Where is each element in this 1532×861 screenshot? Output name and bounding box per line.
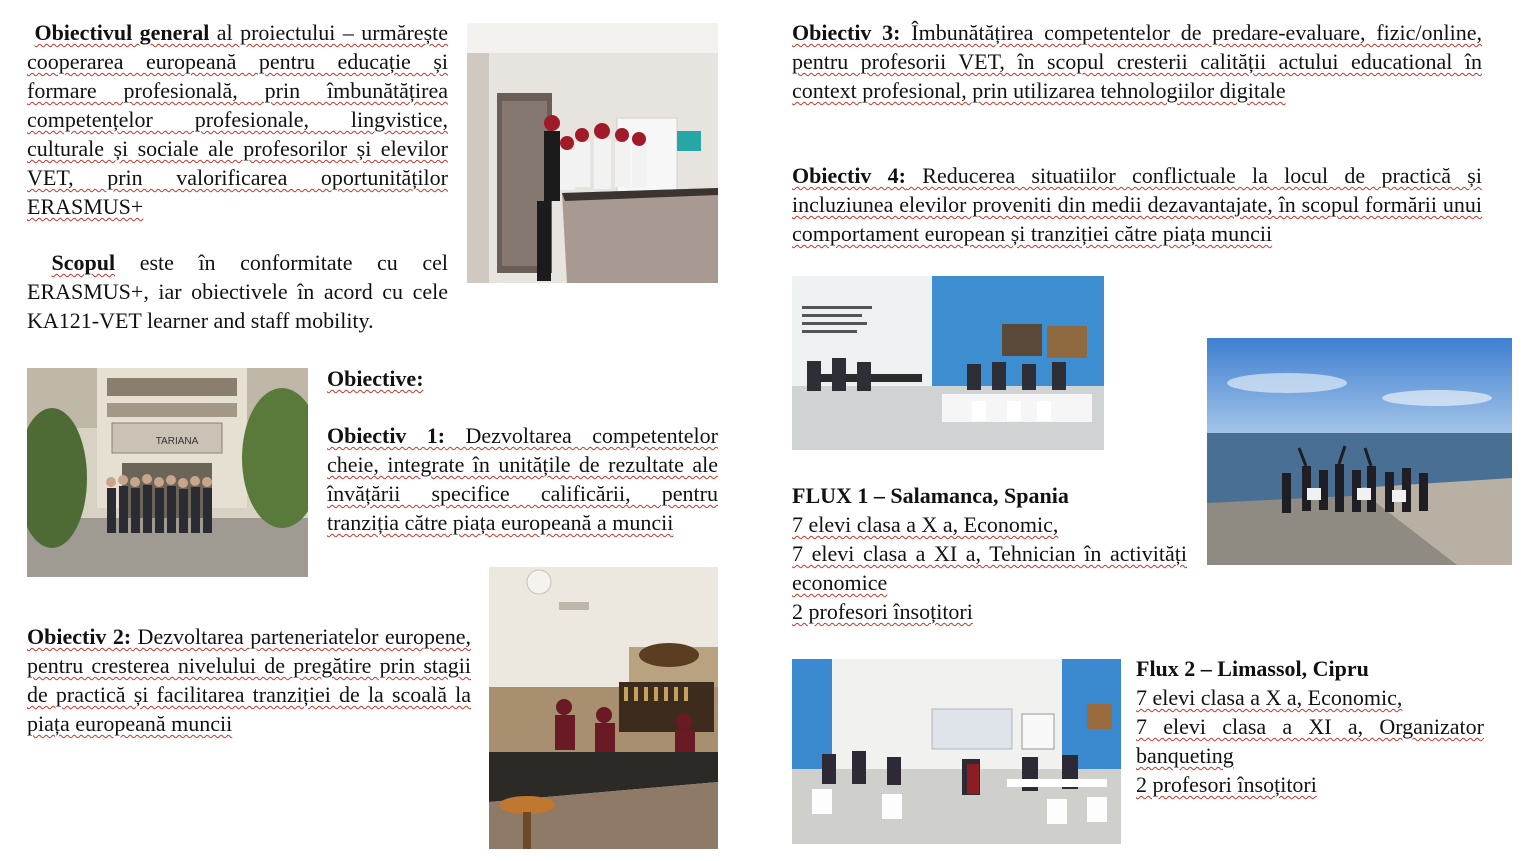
- flux-1-block: [792, 481, 1187, 626]
- objective-4-label: Obiectiv 4:: [792, 163, 907, 188]
- general-objective-text: al proiectului – urmărește cooperarea europeană pentru educație și formare profesională, prin îmbunătățirea competențelor profesionale, lingvistice, culturale și sociale ale profesorilor și elevilor VET, prin valorificarea oportunităților ERASMUS+: [27, 20, 449, 219]
- objective-3-text: Îmbunătățirea competentelor de predare-evaluare, fizic/online, pentru profesorii VET, în scopul cresterii calității actului educational în context profesional, prin utilizarea tehnologiilor digitale: [792, 20, 1482, 103]
- flux-2-line: 7 elevi clasa a X a, Economic,: [1136, 685, 1403, 710]
- general-objective-label: Obiectivul general: [34, 20, 210, 45]
- flux-1-title: FLUX 1 – Salamanca, Spania: [792, 483, 1069, 508]
- scope-label: Scopul: [51, 250, 116, 275]
- flux-2-block: [1136, 654, 1484, 799]
- objective-3-paragraph: [792, 18, 1482, 105]
- reception-photo: [467, 23, 718, 283]
- objective-4-paragraph: [792, 161, 1482, 248]
- objective-1-label: Obiectiv 1:: [327, 423, 446, 448]
- objective-2-paragraph: [27, 622, 471, 738]
- beach-photo: [1207, 338, 1512, 565]
- flux-2-title: Flux 2 – Limassol, Cipru: [1136, 656, 1369, 681]
- objective-2-text: Dezvoltarea parteneriatelor europene, pentru cresterea nivelului de pregătire prin stagii de practică și facilitarea tranziției de la scoală la piața europeană muncii: [27, 624, 471, 736]
- classroom-photo-2: [792, 659, 1121, 844]
- hotel-sign-text: TARIANA: [155, 436, 199, 447]
- objective-3-label: Obiectiv 3:: [792, 20, 901, 45]
- objective-1-text: Dezvoltarea competentelor cheie, integrate în unitățile de rezultate ale învățării specifice calificării, pentru tranziția către piața europeană a muncii: [327, 423, 718, 535]
- bar-practice-photo: [489, 567, 718, 849]
- classroom-photo-1: [792, 276, 1104, 450]
- flux-1-line: 7 elevi clasa a XI a, Tehnician în activități economice: [792, 541, 1187, 595]
- objective-2-label: Obiectiv 2:: [27, 624, 132, 649]
- objectives-heading-text: Obiective:: [327, 366, 424, 391]
- scope-text: este în conformitate cu cel ERASMUS+, iar obiectivele în acord cu cele KA121-VET learner and staff mobility.: [27, 250, 448, 333]
- flux-2-line: 2 profesori însoțitori: [1136, 772, 1317, 797]
- hotel-exterior-photo: [27, 368, 308, 577]
- scope-paragraph: [27, 248, 448, 335]
- objectives-heading: [327, 364, 424, 393]
- general-objective-paragraph: [27, 18, 448, 221]
- flux-1-line: 2 profesori însoțitori: [792, 599, 973, 624]
- flux-2-line: 7 elevi clasa a XI a, Organizator banqueting: [1136, 714, 1484, 768]
- objective-1-paragraph: [327, 421, 718, 537]
- objective-4-text: Reducerea situatiilor conflictuale la locul de practică și incluziunea elevilor proveniti din medii dezavantajate, în scopul formării unui comportament european și tranziției către piața muncii: [792, 163, 1482, 246]
- flux-1-line: 7 elevi clasa a X a, Economic,: [792, 512, 1059, 537]
